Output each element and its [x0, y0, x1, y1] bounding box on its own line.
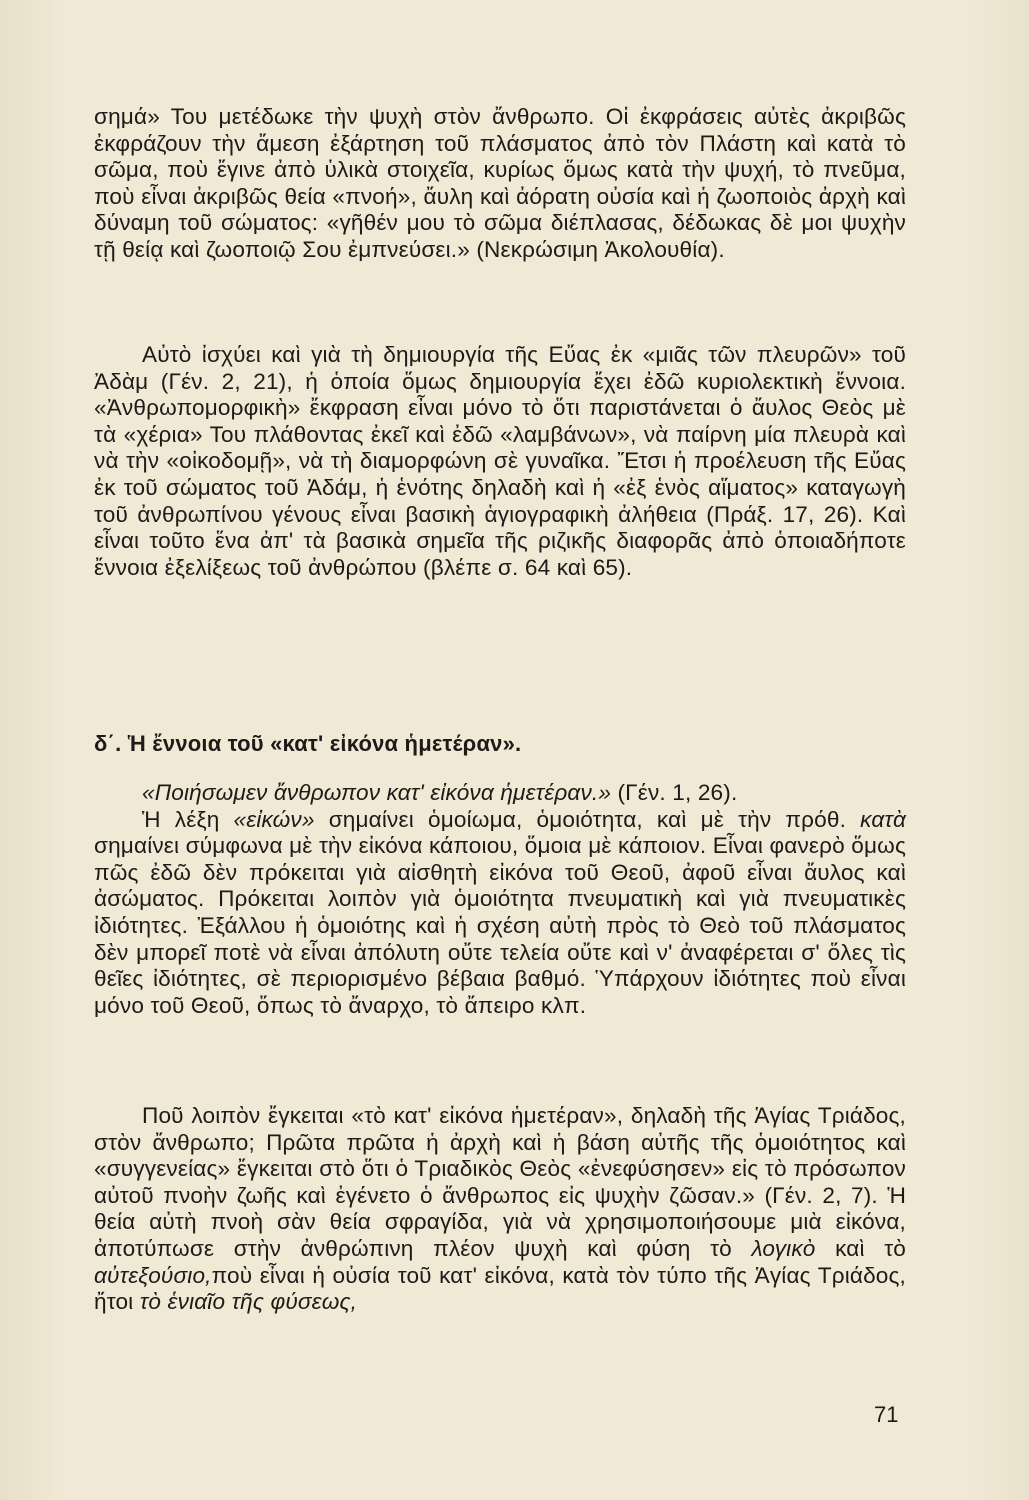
text-run: καὶ τὸ: [815, 1235, 906, 1261]
text-run: Ποῦ λοιπὸν ἔγκειται «τὸ κατ' εἰκόνα ἡμετέραν», δηλαδὴ τῆς Ἁγίας Τριάδος, στὸν ἄνθρωπο; Πρῶτα πρῶτα ἡ ἀρχὴ καὶ ἡ βάση αὐτῆς τῆς ὁμοιότητος καὶ «συγγενείας» ἔγκειται στὸ ὅτι ὁ Τριαδικὸς Θεὸς «ἐνεφύσησεν» εἰς τὸ πρόσωπον αὐτοῦ πνοὴν ζωῆς καὶ ἐγένετο ὁ ἄνθρωπος εἰς ψυχὴν ζῶσαν.» (Γέν. 2, 7). Ἡ θεία αὐτὴ πνοὴ σὰν θεία σφραγίδα, γιὰ νὰ χρησιμοποιήσουμε μιὰ εἰκόνα, ἀποτύπωσε στὴν ἀνθρώπινη πλέον ψυχὴ καὶ φύση τὸ: [94, 1103, 906, 1261]
text-run: σημαίνει ὁμοίωμα, ὁμοιότητα, καὶ μὲ τὴν πρόθ.: [314, 806, 861, 832]
italic-term: κατὰ: [860, 806, 906, 832]
italic-term: αὐτεξούσιο,: [94, 1262, 212, 1288]
quote-reference: (Γέν. 1, 26).: [611, 780, 738, 805]
italic-term: λογικὸ: [751, 1235, 816, 1261]
quote-italic: «Ποιήσωμεν ἄνθρωπον κατ' εἰκόνα ἡμετέραν.»: [142, 780, 612, 805]
paragraph-trinity: [94, 1103, 906, 1316]
italic-term: τὸ ἑνιαῖο τῆς φύσεως,: [139, 1289, 358, 1315]
page-number: 71: [874, 1402, 899, 1427]
paragraph-text: σημά» Του μετέδωκε τὴν ψυχὴ στὸν ἄνθρωπο. Οἱ ἐκφράσεις αὐτὲς ἀκριβῶς ἐκφράζουν τὴν ἄμεση ἐξάρτηση τοῦ πλάσματος ἀπὸ τὸν Πλάστη καὶ κατὰ τὸ σῶμα, ποὺ ἔγινε ἀπὸ ὑλικὰ στοιχεῖα, κυρίως ὅμως κατὰ τὴν ψυχή, τὸ πνεῦμα, ποὺ εἶναι ἀκριβῶς θεία «πνοή», ἄυλη καὶ ἀόρατη οὐσία καὶ ἡ ζωοποιὸς ἀρχὴ καὶ δύναμη τοῦ σώματος: «γῆθέν μου τὸ σῶμα διέπλασας, δέδωκας δὲ μοι ψυχὴν τῇ θείᾳ καὶ ζωοποιῷ Σου ἐμπνεύσει.» (Νεκρώσιμη Ἀκολουθία).: [94, 104, 906, 262]
italic-term: «εἰκών»: [233, 806, 315, 832]
scripture-quote: [94, 780, 906, 807]
paragraph-image-meaning: [94, 780, 906, 1019]
text-run: Ἡ λέξη: [142, 806, 234, 832]
paragraph-text: [94, 1103, 906, 1316]
section-heading: δ΄. Ἡ ἔννοια τοῦ «κατ' εἰκόνα ἡμετέραν».: [94, 731, 522, 756]
paragraph-text: [94, 807, 906, 1020]
paragraph-text: Αὐτὸ ἰσχύει καὶ γιὰ τὴ δημιουργία τῆς Εὔας ἐκ «μιᾶς τῶν πλευρῶν» τοῦ Ἀδὰμ (Γέν. 2, 21), ἡ ὁποία ὅμως δημιουργία ἔχει ἐδῶ κυριολεκτικὴ ἔννοια. «Ἀνθρωπομορφικὴ» ἔκφραση εἶναι μόνο τὸ ὅτι παριστάνεται ὁ ἄυλος Θεὸς μὲ τὰ «χέρια» Του πλάθοντας ἐκεῖ καὶ ἐδῶ «λαμβάνων», νὰ παίρνη μία πλευρὰ καὶ νὰ τὴν «οἰκοδομῇ», νὰ τὴ διαμορφώνη σὲ γυναῖκα. Ἔτσι ἡ προέλευση τῆς Εὔας ἐκ τοῦ σώματος τοῦ Ἀδάμ, ἡ ἑνότης δηλαδὴ καὶ ἡ «ἐξ ἑνὸς αἵματος» καταγωγὴ τοῦ ἀνθρωπίνου γένους εἶναι βασικὴ ἁγιογραφικὴ ἀλήθεια (Πράξ. 17, 26). Καὶ εἶναι τοῦτο ἕνα ἀπ' τὰ βασικὰ σημεῖα τῆς ριζικῆς διαφορᾶς ἀπὸ ὁποιαδήποτε ἔννοια ἐξελίξεως τοῦ ἀνθρώπου (βλέπε σ. 64 καὶ 65).: [94, 342, 906, 580]
paragraph-continuation: [94, 104, 906, 264]
text-run: ποὺ εἶναι ἡ οὐσία τοῦ κατ' εἰκόνα, κατὰ τὸν τύπο τῆς Ἁγίας Τριάδος, ἤτοι: [94, 1262, 906, 1315]
paragraph-eve-creation: [94, 342, 906, 581]
text-run: σημαίνει σύμφωνα μὲ τὴν εἰκόνα κάποιου, ὅμοια μὲ κάποιον. Εἶναι φανερὸ ὅμως πῶς ἐδῶ δὲν πρόκειται γιὰ αἰσθητὴ εἰκόνα τοῦ Θεοῦ, ἀφοῦ εἶναι ἄυλος καὶ ἀσώματος. Πρόκειται λοιπὸν γιὰ ὁμοιότητα πνευματικὴ καὶ γιὰ πνευματικὲς ἰδιότητες. Ἐξάλλου ἡ ὁμοιότης καὶ ἡ σχέση αὐτὴ πρὸς τὸ Θεὸ τοῦ πλάσματος δὲν μπορεῖ ποτὲ νὰ εἶναι ἀπόλυτη οὔτε τελεία οὔτε καὶ ν' ἀναφέρεται σ' ὅλες τὶς θεῖες ἰδιότητες, σὲ περιορισμένο βέβαια βαθμό. Ὑπάρχουν ἰδιότητες ποὺ εἶναι μόνο τοῦ Θεοῦ, ὅπως τὸ ἄναρχο, τὸ ἄπειρο κλπ.: [94, 833, 906, 1018]
